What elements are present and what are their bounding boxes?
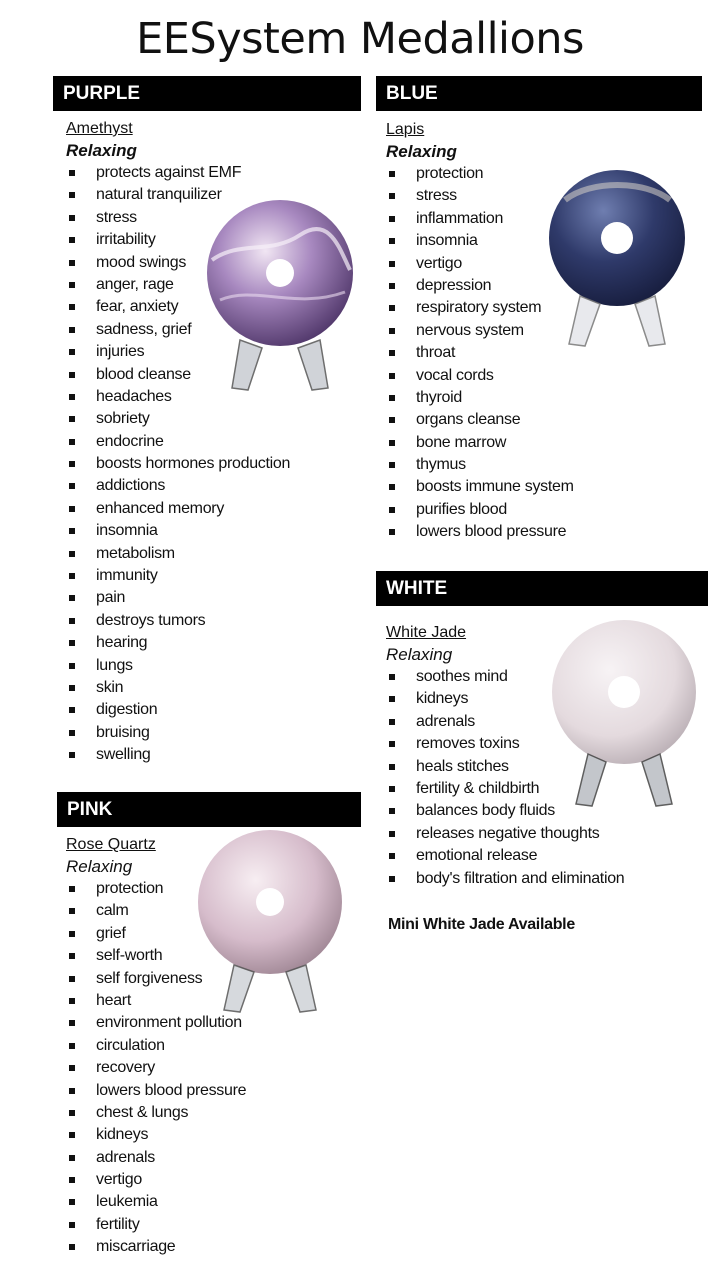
list-item: soothes mind xyxy=(386,666,706,688)
list-item: vertigo xyxy=(66,1169,366,1191)
list-item: lungs xyxy=(66,655,366,677)
list-item: endocrine xyxy=(66,431,366,453)
list-item: mood swings xyxy=(66,252,366,274)
list-item: blood cleanse xyxy=(66,364,366,386)
list-item: metabolism xyxy=(66,543,366,565)
list-item: protection xyxy=(386,163,696,185)
list-item: body's filtration and elimination xyxy=(386,868,706,890)
list-item: enhanced memory xyxy=(66,498,366,520)
list-item: destroys tumors xyxy=(66,610,366,632)
list-item: skin xyxy=(66,677,366,699)
list-item: environment pollution xyxy=(66,1012,366,1034)
amethyst-stone-name: Amethyst xyxy=(66,120,133,137)
list-item: leukemia xyxy=(66,1191,366,1213)
rose-quartz-medallion xyxy=(196,830,356,1020)
list-item: bone marrow xyxy=(386,432,696,454)
list-item: protects against EMF xyxy=(66,162,366,184)
white-section-header: WHITE xyxy=(376,571,708,606)
list-item: organs cleanse xyxy=(386,409,696,431)
list-item: vocal cords xyxy=(386,365,696,387)
white-jade-effect: Relaxing xyxy=(386,645,453,664)
list-item: chest & lungs xyxy=(66,1102,366,1124)
lapis-stone-name: Lapis xyxy=(386,121,425,138)
list-item: heals stitches xyxy=(386,756,706,778)
rose-quartz-stone-name: Rose Quartz xyxy=(66,836,156,853)
rose-quartz-effect: Relaxing xyxy=(66,857,133,876)
list-item: natural tranquilizer xyxy=(66,184,366,206)
list-item: throat xyxy=(386,342,696,364)
list-item: swelling xyxy=(66,744,366,766)
list-item: headaches xyxy=(66,386,366,408)
list-item: calm xyxy=(66,900,366,922)
list-item: removes toxins xyxy=(386,733,706,755)
amethyst-medallion xyxy=(200,200,360,400)
list-item: kidneys xyxy=(66,1124,366,1146)
list-item: addictions xyxy=(66,475,366,497)
list-item: heart xyxy=(66,990,366,1012)
list-item: grief xyxy=(66,923,366,945)
list-item: lowers blood pressure xyxy=(66,1080,366,1102)
amethyst-effect: Relaxing xyxy=(66,141,137,160)
list-item: depression xyxy=(386,275,696,297)
list-item: boosts hormones production xyxy=(66,453,366,475)
list-item: vertigo xyxy=(386,253,696,275)
list-item: insomnia xyxy=(66,520,366,542)
list-item: pain xyxy=(66,587,366,609)
page-title: EESystem Medallions xyxy=(136,14,584,64)
list-item: fertility & childbirth xyxy=(386,778,706,800)
list-item: insomnia xyxy=(386,230,696,252)
white-jade-stone-name: White Jade xyxy=(386,624,467,641)
pink-section-header: PINK xyxy=(57,792,361,827)
list-item: thymus xyxy=(386,454,696,476)
list-item: self forgiveness xyxy=(66,968,366,990)
list-item: injuries xyxy=(66,341,366,363)
list-item: releases negative thoughts xyxy=(386,823,706,845)
list-item: fear, anxiety xyxy=(66,296,366,318)
purple-section-header: PURPLE xyxy=(53,76,361,111)
list-item: boosts immune system xyxy=(386,476,696,498)
list-item: immunity xyxy=(66,565,366,587)
list-item: thyroid xyxy=(386,387,696,409)
blue-section-header: BLUE xyxy=(376,76,702,111)
list-item: self-worth xyxy=(66,945,366,967)
lapis-medallion xyxy=(545,170,695,355)
white-jade-medallion xyxy=(550,620,700,815)
list-item: respiratory system xyxy=(386,297,696,319)
mini-white-jade-note: Mini White Jade Available xyxy=(388,916,575,933)
list-item: recovery xyxy=(66,1057,366,1079)
list-item: stress xyxy=(66,207,366,229)
list-item: balances body fluids xyxy=(386,800,706,822)
list-item: stress xyxy=(386,185,696,207)
list-item: sobriety xyxy=(66,408,366,430)
list-item: sadness, grief xyxy=(66,319,366,341)
list-item: fertility xyxy=(66,1214,366,1236)
list-item: digestion xyxy=(66,699,366,721)
list-item: protection xyxy=(66,878,366,900)
list-item: kidneys xyxy=(386,688,706,710)
list-item: irritability xyxy=(66,229,366,251)
lapis-effect: Relaxing xyxy=(386,142,457,161)
list-item: anger, rage xyxy=(66,274,366,296)
list-item: inflammation xyxy=(386,208,696,230)
list-item: adrenals xyxy=(66,1147,366,1169)
list-item: circulation xyxy=(66,1035,366,1057)
list-item: miscarriage xyxy=(66,1236,366,1258)
list-item: nervous system xyxy=(386,320,696,342)
list-item: adrenals xyxy=(386,711,706,733)
list-item: purifies blood xyxy=(386,499,696,521)
list-item: bruising xyxy=(66,722,366,744)
list-item: hearing xyxy=(66,632,366,654)
list-item: emotional release xyxy=(386,845,706,867)
list-item: lowers blood pressure xyxy=(386,521,696,543)
